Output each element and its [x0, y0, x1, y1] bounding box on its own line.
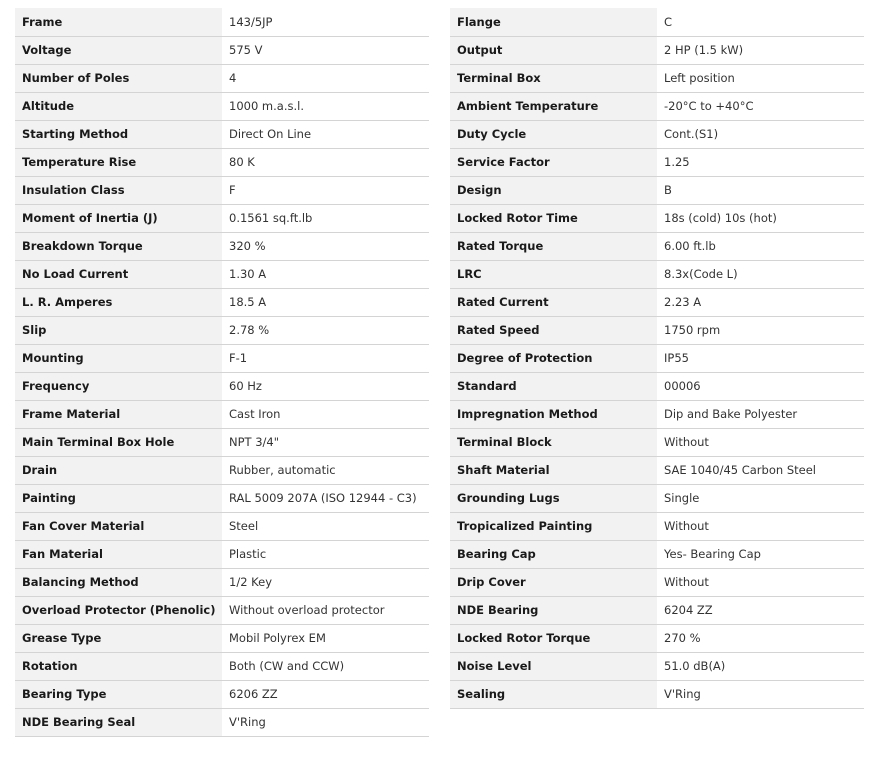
- spec-value: 6206 ZZ: [222, 680, 429, 708]
- spec-label: Bearing Cap: [450, 540, 657, 568]
- spec-row: [450, 120, 864, 148]
- spec-value: 143/5JP: [222, 8, 429, 36]
- spec-value: F-1: [222, 344, 429, 372]
- spec-label: Fan Material: [15, 540, 222, 568]
- spec-label: Grease Type: [15, 624, 222, 652]
- spec-label: Terminal Block: [450, 428, 657, 456]
- spec-row: [450, 260, 864, 288]
- spec-row: [15, 204, 429, 232]
- spec-value: 1750 rpm: [657, 316, 864, 344]
- spec-value: Without overload protector: [222, 596, 429, 624]
- spec-label: Bearing Type: [15, 680, 222, 708]
- spec-value: 6204 ZZ: [657, 596, 864, 624]
- spec-label: Noise Level: [450, 652, 657, 680]
- spec-value: Steel: [222, 512, 429, 540]
- spec-value: Dip and Bake Polyester: [657, 400, 864, 428]
- spec-value: -20°C to +40°C: [657, 92, 864, 120]
- spec-label: Rated Speed: [450, 316, 657, 344]
- spec-value: Direct On Line: [222, 120, 429, 148]
- spec-label: NDE Bearing: [450, 596, 657, 624]
- spec-label: Grounding Lugs: [450, 484, 657, 512]
- spec-label: Terminal Box: [450, 64, 657, 92]
- spec-value: IP55: [657, 344, 864, 372]
- spec-label: Service Factor: [450, 148, 657, 176]
- spec-label: Frequency: [15, 372, 222, 400]
- specs-table-left-body: [15, 8, 429, 736]
- spec-label: Degree of Protection: [450, 344, 657, 372]
- spec-value: 18.5 A: [222, 288, 429, 316]
- spec-value: 00006: [657, 372, 864, 400]
- spec-label: Shaft Material: [450, 456, 657, 484]
- spec-row: [450, 204, 864, 232]
- spec-value: 8.3x(Code L): [657, 260, 864, 288]
- spec-row: [450, 288, 864, 316]
- spec-value: F: [222, 176, 429, 204]
- spec-row: [450, 568, 864, 596]
- spec-label: Rated Current: [450, 288, 657, 316]
- spec-label: Output: [450, 36, 657, 64]
- spec-label: L. R. Amperes: [15, 288, 222, 316]
- specs-table-left: [15, 8, 429, 737]
- spec-row: [15, 680, 429, 708]
- spec-value: 575 V: [222, 36, 429, 64]
- spec-value: 2.23 A: [657, 288, 864, 316]
- spec-row: [15, 92, 429, 120]
- spec-value: Both (CW and CCW): [222, 652, 429, 680]
- spec-label: Impregnation Method: [450, 400, 657, 428]
- spec-value: 1000 m.a.s.l.: [222, 92, 429, 120]
- spec-row: [15, 428, 429, 456]
- spec-row: [450, 148, 864, 176]
- spec-value: 51.0 dB(A): [657, 652, 864, 680]
- spec-label: Tropicalized Painting: [450, 512, 657, 540]
- spec-row: [15, 8, 429, 36]
- spec-value: Mobil Polyrex EM: [222, 624, 429, 652]
- spec-row: [450, 596, 864, 624]
- spec-value: Yes- Bearing Cap: [657, 540, 864, 568]
- spec-row: [450, 512, 864, 540]
- spec-row: [15, 596, 429, 624]
- spec-label: Balancing Method: [15, 568, 222, 596]
- spec-value: 60 Hz: [222, 372, 429, 400]
- spec-row: [15, 512, 429, 540]
- spec-row: [450, 8, 864, 36]
- spec-row: [450, 624, 864, 652]
- spec-value: Single: [657, 484, 864, 512]
- spec-label: Voltage: [15, 36, 222, 64]
- spec-label: Starting Method: [15, 120, 222, 148]
- spec-row: [450, 400, 864, 428]
- spec-row: [15, 400, 429, 428]
- spec-row: [450, 540, 864, 568]
- spec-label: Frame: [15, 8, 222, 36]
- spec-value: 0.1561 sq.ft.lb: [222, 204, 429, 232]
- spec-label: Number of Poles: [15, 64, 222, 92]
- spec-label: No Load Current: [15, 260, 222, 288]
- spec-row: [15, 288, 429, 316]
- spec-row: [450, 680, 864, 708]
- specs-table-right-body: [450, 8, 864, 708]
- spec-row: [15, 316, 429, 344]
- spec-label: Frame Material: [15, 400, 222, 428]
- spec-value: 270 %: [657, 624, 864, 652]
- spec-value: 6.00 ft.lb: [657, 232, 864, 260]
- spec-label: Altitude: [15, 92, 222, 120]
- spec-row: [15, 652, 429, 680]
- spec-value: Rubber, automatic: [222, 456, 429, 484]
- spec-label: Insulation Class: [15, 176, 222, 204]
- spec-value: 1.30 A: [222, 260, 429, 288]
- spec-row: [15, 148, 429, 176]
- spec-value: Cast Iron: [222, 400, 429, 428]
- spec-label: Mounting: [15, 344, 222, 372]
- spec-label: Standard: [450, 372, 657, 400]
- spec-value: 2 HP (1.5 kW): [657, 36, 864, 64]
- spec-label: Duty Cycle: [450, 120, 657, 148]
- spec-label: Rotation: [15, 652, 222, 680]
- spec-value: Without: [657, 512, 864, 540]
- spec-row: [15, 344, 429, 372]
- spec-value: 4: [222, 64, 429, 92]
- spec-value: Plastic: [222, 540, 429, 568]
- spec-value: NPT 3/4": [222, 428, 429, 456]
- spec-label: Temperature Rise: [15, 148, 222, 176]
- spec-value: B: [657, 176, 864, 204]
- spec-label: Flange: [450, 8, 657, 36]
- spec-label: Drain: [15, 456, 222, 484]
- spec-value: Cont.(S1): [657, 120, 864, 148]
- spec-row: [450, 176, 864, 204]
- spec-row: [15, 232, 429, 260]
- spec-row: [15, 372, 429, 400]
- spec-row: [15, 64, 429, 92]
- spec-row: [450, 484, 864, 512]
- spec-value: 1.25: [657, 148, 864, 176]
- spec-row: [15, 120, 429, 148]
- spec-row: [450, 652, 864, 680]
- spec-value: Left position: [657, 64, 864, 92]
- spec-value: 1/2 Key: [222, 568, 429, 596]
- spec-label: Overload Protector (Phenolic): [15, 596, 222, 624]
- spec-row: [15, 456, 429, 484]
- spec-label: Main Terminal Box Hole: [15, 428, 222, 456]
- spec-label: Painting: [15, 484, 222, 512]
- spec-row: [15, 708, 429, 736]
- spec-value: V'Ring: [657, 680, 864, 708]
- spec-row: [15, 624, 429, 652]
- spec-label: Locked Rotor Time: [450, 204, 657, 232]
- spec-label: Breakdown Torque: [15, 232, 222, 260]
- spec-row: [15, 540, 429, 568]
- spec-label: LRC: [450, 260, 657, 288]
- spec-value: Without: [657, 428, 864, 456]
- spec-value: 320 %: [222, 232, 429, 260]
- spec-value: RAL 5009 207A (ISO 12944 - C3): [222, 484, 429, 512]
- spec-row: [15, 484, 429, 512]
- spec-row: [450, 64, 864, 92]
- spec-row: [450, 36, 864, 64]
- spec-row: [450, 344, 864, 372]
- spec-label: Fan Cover Material: [15, 512, 222, 540]
- spec-row: [450, 92, 864, 120]
- spec-label: NDE Bearing Seal: [15, 708, 222, 736]
- spec-value: SAE 1040/45 Carbon Steel: [657, 456, 864, 484]
- spec-value: V'Ring: [222, 708, 429, 736]
- spec-label: Locked Rotor Torque: [450, 624, 657, 652]
- spec-row: [450, 232, 864, 260]
- spec-value: 2.78 %: [222, 316, 429, 344]
- spec-row: [450, 316, 864, 344]
- spec-value: 18s (cold) 10s (hot): [657, 204, 864, 232]
- spec-label: Moment of Inertia (J): [15, 204, 222, 232]
- spec-row: [450, 372, 864, 400]
- spec-label: Ambient Temperature: [450, 92, 657, 120]
- spec-label: Drip Cover: [450, 568, 657, 596]
- spec-value: C: [657, 8, 864, 36]
- spec-row: [15, 176, 429, 204]
- spec-row: [450, 428, 864, 456]
- spec-label: Slip: [15, 316, 222, 344]
- spec-row: [15, 568, 429, 596]
- spec-row: [15, 36, 429, 64]
- specs-table-right: [450, 8, 864, 709]
- spec-label: Design: [450, 176, 657, 204]
- spec-label: Rated Torque: [450, 232, 657, 260]
- spec-value: Without: [657, 568, 864, 596]
- spec-label: Sealing: [450, 680, 657, 708]
- spec-row: [15, 260, 429, 288]
- spec-row: [450, 456, 864, 484]
- spec-value: 80 K: [222, 148, 429, 176]
